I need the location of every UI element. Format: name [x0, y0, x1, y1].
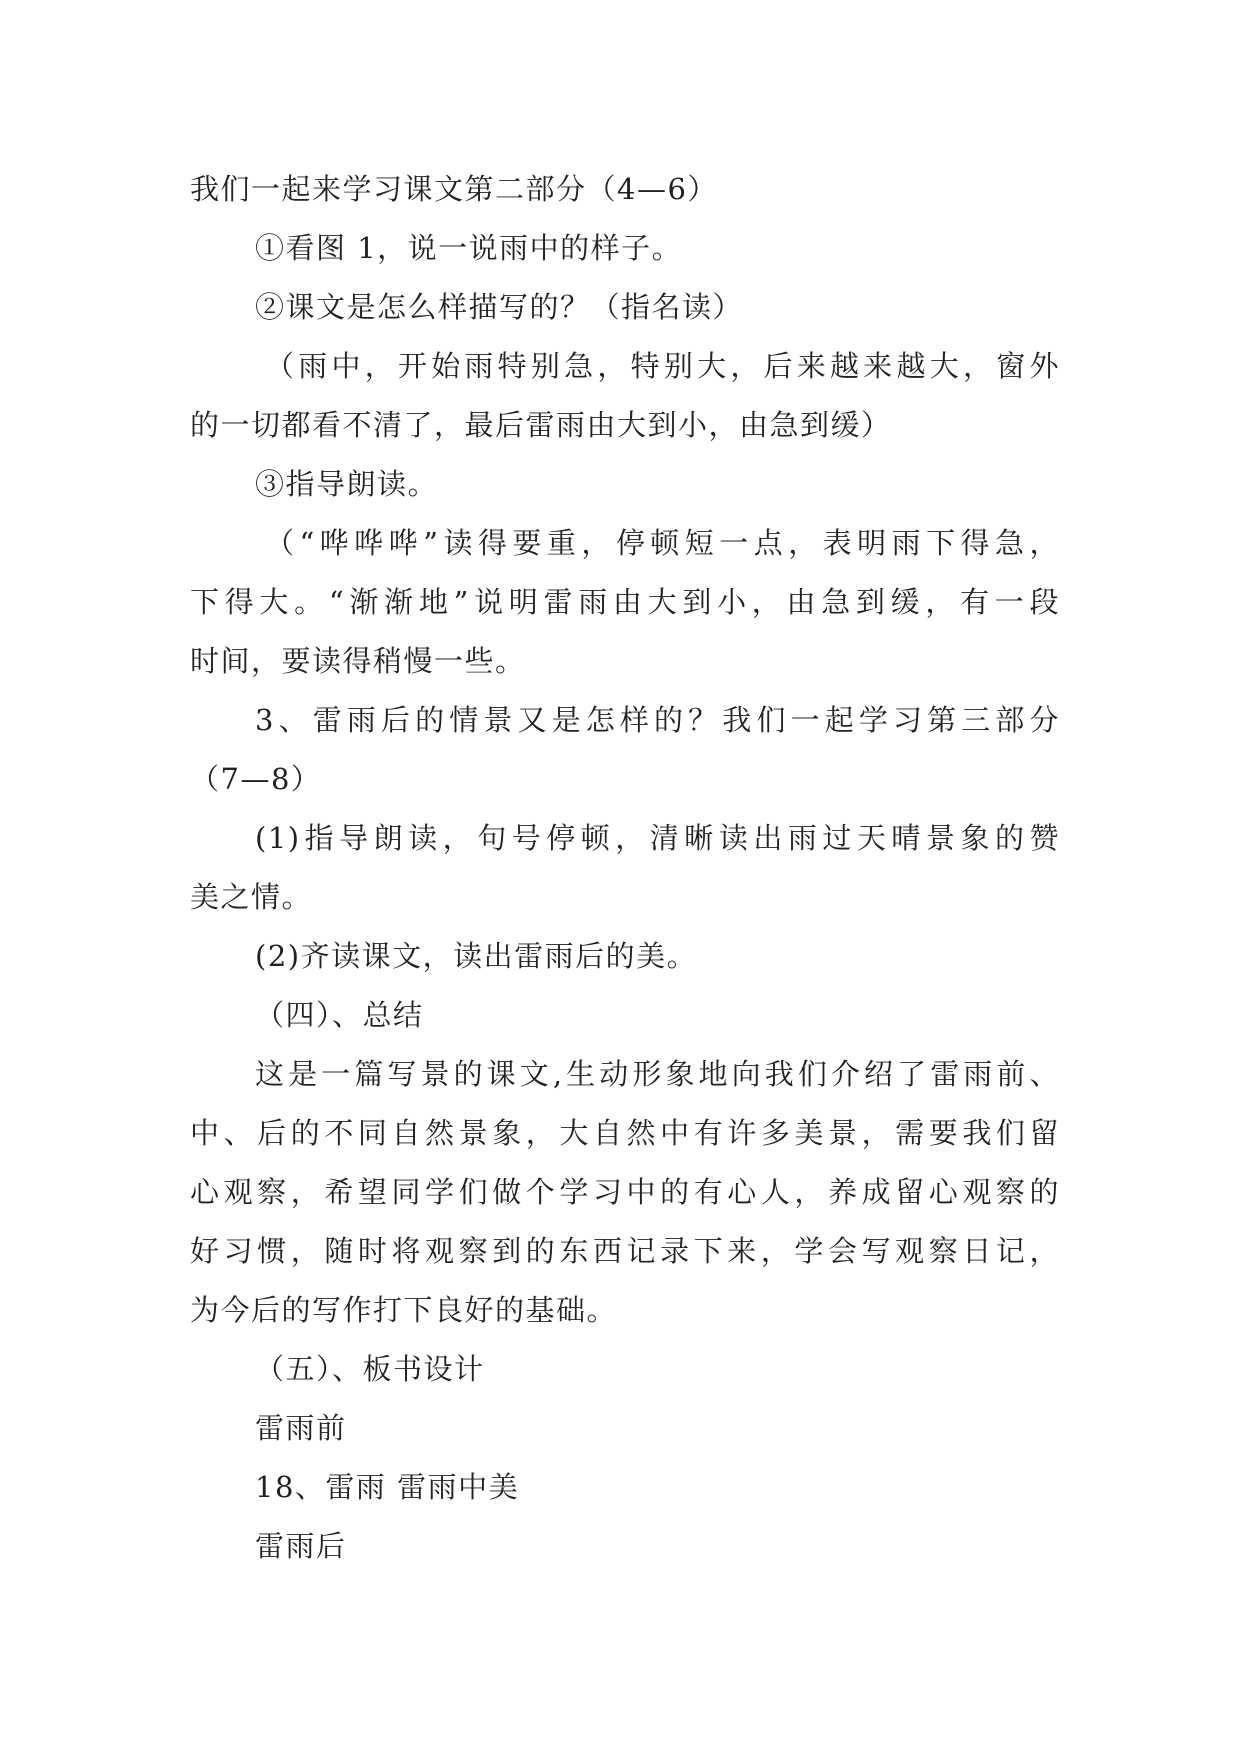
paragraph-line: （“哗哗哗”读得要重，停顿短一点，表明雨下得急， — [265, 526, 1060, 560]
list-item-(1): (1)指导朗读，句号停顿，清晰读出雨过天晴景象的赞 — [255, 821, 1060, 855]
paragraph-line: 我们一起来学习课文第二部分（4—6） — [190, 172, 718, 206]
paragraph-line: 这是一篇写景的课文,生动形象地向我们介绍了雷雨前、 — [255, 1057, 1060, 1091]
paragraph-line: 美之情。 — [190, 880, 313, 914]
paragraph-line: 心观察，希望同学们做个学习中的有心人，养成留心观察的 — [190, 1175, 1060, 1209]
list-item-(2): (2)齐读课文，读出雷雨后的美。 — [255, 939, 698, 973]
section-heading-summary: （四）、总结 — [255, 998, 424, 1032]
list-item-1: ①看图 1，说一说雨中的样子。 — [255, 231, 683, 265]
paragraph-line: （雨中，开始雨特别急，特别大，后来越来越大，窗外 — [265, 349, 1060, 383]
paragraph-line: 的一切都看不清了，最后雷雨由大到小，由急到缓） — [190, 408, 892, 442]
list-item-2: ②课文是怎么样描写的？（指名读） — [255, 290, 744, 324]
paragraph-line: 为今后的写作打下良好的基础。 — [190, 1293, 618, 1327]
paragraph-line: 时间，要读得稍慢一些。 — [190, 644, 526, 678]
paragraph-line: 好习惯，随时将观察到的东西记录下来，学会写观察日记， — [190, 1234, 1060, 1268]
section-heading-3: 3、雷雨后的情景又是怎样的？我们一起学习第三部分 — [255, 703, 1060, 737]
paragraph-line: （7—8） — [190, 762, 322, 796]
paragraph-line: 下得大。“渐渐地”说明雷雨由大到小，由急到缓，有一段 — [190, 585, 1060, 619]
board-line: 雷雨后 — [255, 1529, 347, 1563]
list-item-3: ③指导朗读。 — [255, 467, 439, 501]
section-heading-board-design: （五）、板书设计 — [255, 1352, 485, 1386]
board-line: 18、雷雨 雷雨中美 — [255, 1470, 520, 1504]
board-line: 雷雨前 — [255, 1411, 347, 1445]
paragraph-line: 中、后的不同自然景象，大自然中有许多美景，需要我们留 — [190, 1116, 1060, 1150]
document-body — [190, 160, 1060, 1576]
